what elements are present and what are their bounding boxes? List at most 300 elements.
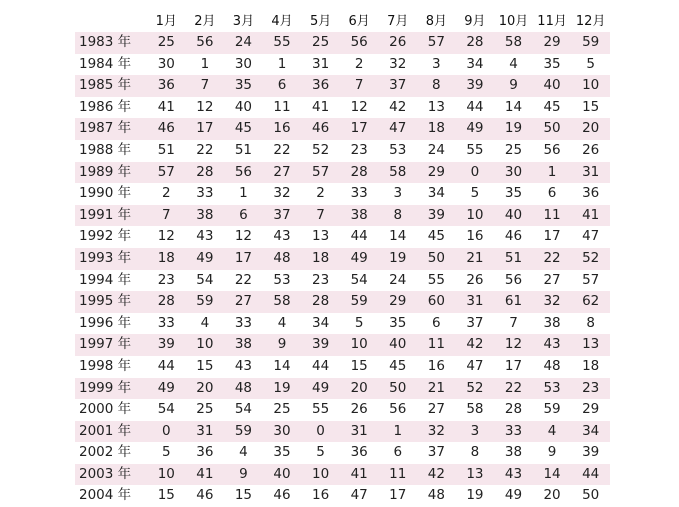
table-cell: 58 [263,291,302,313]
table-cell: 31 [456,291,495,313]
table-cell: 46 [301,118,340,140]
year-label: 1997 年 [75,334,147,356]
table-cell: 50 [571,485,610,507]
table-cell: 36 [147,75,186,97]
table-cell: 41 [147,97,186,119]
table-cell: 15 [186,356,225,378]
table-row [75,442,610,464]
table-cell: 59 [571,32,610,54]
table-cell: 7 [186,75,225,97]
table-cell: 46 [494,226,533,248]
table-cell: 1 [378,421,417,443]
table-cell: 48 [417,485,456,507]
table-cell: 6 [378,442,417,464]
table-cell: 27 [263,162,302,184]
table-cell: 6 [263,75,302,97]
table-cell: 50 [378,378,417,400]
table-cell: 52 [456,378,495,400]
table-cell: 11 [533,205,572,227]
year-label: 1990 年 [75,183,147,205]
table-cell: 49 [340,248,379,270]
table-cell: 38 [340,205,379,227]
year-label: 2003 年 [75,464,147,486]
table-row [75,205,610,227]
table-cell: 18 [417,118,456,140]
table-cell: 7 [340,75,379,97]
table-cell: 14 [263,356,302,378]
table-cell: 31 [340,421,379,443]
table-cell: 3 [456,421,495,443]
table-cell: 56 [494,270,533,292]
table-cell: 19 [494,118,533,140]
table-cell: 33 [494,421,533,443]
table-cell: 16 [417,356,456,378]
table-cell: 17 [533,226,572,248]
table-cell: 17 [494,356,533,378]
table-cell: 2 [147,183,186,205]
table-body [75,32,610,507]
year-label: 1999 年 [75,378,147,400]
table-cell: 18 [147,248,186,270]
table-cell: 41 [340,464,379,486]
year-label: 1993 年 [75,248,147,270]
table-cell: 42 [378,97,417,119]
table-cell: 10 [340,334,379,356]
table-row [75,226,610,248]
table-cell: 35 [263,442,302,464]
table-cell: 8 [378,205,417,227]
table-cell: 54 [186,270,225,292]
table-cell: 21 [417,378,456,400]
table-cell: 22 [186,140,225,162]
month-header: 7月 [387,13,409,29]
table-cell: 28 [456,32,495,54]
table-cell: 4 [224,442,263,464]
table-cell: 28 [301,291,340,313]
table-cell: 15 [224,485,263,507]
table-cell: 47 [378,118,417,140]
table-cell: 35 [378,313,417,335]
year-label: 1992 年 [75,226,147,248]
table-cell: 42 [417,464,456,486]
table-cell: 34 [456,54,495,76]
table-cell: 25 [301,32,340,54]
table-cell: 20 [186,378,225,400]
table-cell: 14 [533,464,572,486]
table-cell: 56 [340,32,379,54]
year-label: 1994 年 [75,270,147,292]
month-header: 1月 [155,13,177,29]
table-cell: 43 [533,334,572,356]
month-header: 4月 [271,13,293,29]
table-cell: 51 [147,140,186,162]
month-header: 8月 [425,13,447,29]
table-cell: 5 [340,313,379,335]
year-label: 1996 年 [75,313,147,335]
table-cell: 44 [340,226,379,248]
table-cell: 44 [147,356,186,378]
table-cell: 21 [456,248,495,270]
table-cell: 61 [494,291,533,313]
table-cell: 17 [340,118,379,140]
table-cell: 39 [147,334,186,356]
table-cell: 33 [147,313,186,335]
table-cell: 52 [571,248,610,270]
table-cell: 10 [456,205,495,227]
table-cell: 32 [263,183,302,205]
table-row [75,399,610,421]
table-cell: 1 [186,54,225,76]
table-cell: 11 [378,464,417,486]
table-cell: 40 [533,75,572,97]
year-label: 2000 年 [75,399,147,421]
table-cell: 40 [494,205,533,227]
table-cell: 27 [533,270,572,292]
table-cell: 20 [571,118,610,140]
table-cell: 31 [571,162,610,184]
table-row [75,248,610,270]
table-cell: 12 [340,97,379,119]
table-cell: 45 [224,118,263,140]
table-cell: 44 [571,464,610,486]
table-cell: 19 [378,248,417,270]
table-row [75,183,610,205]
table-cell: 43 [263,226,302,248]
table-cell: 20 [533,485,572,507]
table-cell: 25 [494,140,533,162]
table-cell: 9 [263,334,302,356]
table-cell: 15 [340,356,379,378]
table-cell: 25 [263,399,302,421]
table-cell: 47 [456,356,495,378]
table-cell: 46 [186,485,225,507]
table-cell: 41 [301,97,340,119]
table-cell: 16 [456,226,495,248]
table-cell: 15 [571,97,610,119]
table-cell: 49 [147,378,186,400]
table-cell: 51 [224,140,263,162]
month-header: 6月 [348,13,370,29]
table-cell: 48 [533,356,572,378]
table-cell: 1 [224,183,263,205]
month-header: 9月 [464,13,486,29]
table-cell: 35 [533,54,572,76]
table-cell: 54 [340,270,379,292]
year-label: 1998 年 [75,356,147,378]
table-cell: 39 [417,205,456,227]
table-row [75,291,610,313]
table-cell: 62 [571,291,610,313]
table-cell: 36 [571,183,610,205]
table-cell: 36 [301,75,340,97]
table-cell: 41 [571,205,610,227]
table-cell: 7 [301,205,340,227]
table-cell: 51 [494,248,533,270]
table-cell: 14 [378,226,417,248]
table-cell: 32 [378,54,417,76]
year-label: 1995 年 [75,291,147,313]
year-label: 1985 年 [75,75,147,97]
table-cell: 26 [571,140,610,162]
table-cell: 59 [186,291,225,313]
table-cell: 10 [571,75,610,97]
table-cell: 13 [456,464,495,486]
table-cell: 22 [263,140,302,162]
table-cell: 55 [417,270,456,292]
table-cell: 11 [417,334,456,356]
table-cell: 6 [533,183,572,205]
year-label: 1991 年 [75,205,147,227]
table-cell: 1 [533,162,572,184]
table-cell: 34 [417,183,456,205]
table-row [75,421,610,443]
table-cell: 29 [533,32,572,54]
table-cell: 28 [186,162,225,184]
table-cell: 18 [571,356,610,378]
table-cell: 28 [340,162,379,184]
table-cell: 39 [301,334,340,356]
table-cell: 19 [263,378,302,400]
table-cell: 56 [533,140,572,162]
table-cell: 9 [224,464,263,486]
table-cell: 57 [571,270,610,292]
table-cell: 24 [378,270,417,292]
monthly-number-table [75,6,610,507]
table-cell: 59 [340,291,379,313]
year-label: 1987 年 [75,118,147,140]
year-label: 1986 年 [75,97,147,119]
table-cell: 2 [301,183,340,205]
table-cell: 39 [456,75,495,97]
header-row [75,6,610,32]
table-row [75,378,610,400]
table-cell: 18 [301,248,340,270]
table-cell: 4 [533,421,572,443]
table-cell: 23 [301,270,340,292]
table-row [75,270,610,292]
table-cell: 58 [494,32,533,54]
table-cell: 57 [417,32,456,54]
table-cell: 23 [147,270,186,292]
table-row [75,97,610,119]
table-cell: 13 [571,334,610,356]
table-cell: 38 [494,442,533,464]
table-cell: 10 [186,334,225,356]
table-cell: 30 [224,54,263,76]
table-cell: 34 [301,313,340,335]
calendar-table-container [75,6,610,507]
table-cell: 4 [263,313,302,335]
table-cell: 36 [340,442,379,464]
table-cell: 35 [494,183,533,205]
table-cell: 45 [417,226,456,248]
table-cell: 6 [417,313,456,335]
table-cell: 29 [417,162,456,184]
table-cell: 42 [456,334,495,356]
table-cell: 22 [494,378,533,400]
table-cell: 7 [147,205,186,227]
table-cell: 40 [224,97,263,119]
table-cell: 5 [301,442,340,464]
table-cell: 49 [186,248,225,270]
table-cell: 60 [417,291,456,313]
year-label: 2002 年 [75,442,147,464]
table-cell: 45 [533,97,572,119]
table-cell: 5 [571,54,610,76]
table-cell: 38 [186,205,225,227]
table-cell: 44 [456,97,495,119]
table-cell: 48 [224,378,263,400]
table-cell: 49 [494,485,533,507]
table-cell: 58 [378,162,417,184]
header-corner [75,6,147,32]
table-cell: 55 [263,32,302,54]
table-cell: 56 [186,32,225,54]
table-cell: 50 [533,118,572,140]
table-cell: 5 [456,183,495,205]
table-cell: 54 [224,399,263,421]
table-cell: 9 [533,442,572,464]
table-cell: 37 [456,313,495,335]
table-cell: 29 [378,291,417,313]
table-cell: 31 [301,54,340,76]
table-row [75,485,610,507]
table-cell: 24 [224,32,263,54]
table-cell: 55 [301,399,340,421]
year-label: 1983 年 [75,32,147,54]
table-cell: 10 [147,464,186,486]
year-label: 1984 年 [75,54,147,76]
table-cell: 34 [571,421,610,443]
table-cell: 53 [533,378,572,400]
table-cell: 57 [147,162,186,184]
table-cell: 53 [263,270,302,292]
table-cell: 48 [263,248,302,270]
table-row [75,313,610,335]
table-cell: 35 [224,75,263,97]
table-cell: 23 [340,140,379,162]
table-cell: 13 [301,226,340,248]
table-row [75,356,610,378]
table-cell: 33 [224,313,263,335]
table-cell: 24 [417,140,456,162]
table-cell: 47 [571,226,610,248]
table-cell: 17 [378,485,417,507]
table-cell: 46 [147,118,186,140]
table-cell: 40 [378,334,417,356]
table-cell: 56 [378,399,417,421]
table-row [75,75,610,97]
table-cell: 2 [340,54,379,76]
year-label: 2004 年 [75,485,147,507]
table-cell: 33 [340,183,379,205]
table-cell: 14 [494,97,533,119]
table-cell: 47 [340,485,379,507]
table-cell: 59 [224,421,263,443]
table-cell: 0 [301,421,340,443]
table-cell: 28 [494,399,533,421]
table-cell: 22 [533,248,572,270]
table-cell: 26 [378,32,417,54]
table-cell: 5 [147,442,186,464]
table-cell: 6 [224,205,263,227]
table-cell: 59 [533,399,572,421]
month-header: 11月 [537,13,567,29]
table-row [75,162,610,184]
table-row [75,118,610,140]
table-cell: 58 [456,399,495,421]
table-cell: 9 [494,75,533,97]
table-cell: 49 [301,378,340,400]
table-cell: 16 [301,485,340,507]
table-cell: 56 [224,162,263,184]
table-cell: 38 [533,313,572,335]
table-cell: 55 [456,140,495,162]
table-row [75,54,610,76]
table-cell: 44 [301,356,340,378]
table-cell: 43 [494,464,533,486]
table-cell: 40 [263,464,302,486]
table-cell: 30 [147,54,186,76]
table-cell: 26 [456,270,495,292]
table-cell: 8 [571,313,610,335]
table-cell: 16 [263,118,302,140]
month-header: 10月 [498,13,529,29]
table-row [75,464,610,486]
table-cell: 17 [186,118,225,140]
table-cell: 33 [186,183,225,205]
month-header: 12月 [575,13,606,29]
table-row [75,32,610,54]
table-cell: 4 [186,313,225,335]
table-cell: 25 [147,32,186,54]
table-cell: 52 [301,140,340,162]
table-cell: 1 [263,54,302,76]
month-header: 3月 [232,13,255,29]
table-cell: 4 [494,54,533,76]
year-label: 1988 年 [75,140,147,162]
table-cell: 37 [417,442,456,464]
table-cell: 46 [263,485,302,507]
table-cell: 32 [533,291,572,313]
table-cell: 27 [224,291,263,313]
table-cell: 26 [340,399,379,421]
table-cell: 13 [417,97,456,119]
table-cell: 37 [378,75,417,97]
month-header: 5月 [309,13,332,29]
table-cell: 41 [186,464,225,486]
table-cell: 53 [378,140,417,162]
table-cell: 10 [301,464,340,486]
table-cell: 49 [456,118,495,140]
table-cell: 29 [571,399,610,421]
table-cell: 38 [224,334,263,356]
table-cell: 17 [224,248,263,270]
month-header: 2月 [194,13,216,29]
table-cell: 57 [301,162,340,184]
table-cell: 11 [263,97,302,119]
table-cell: 12 [494,334,533,356]
table-cell: 8 [456,442,495,464]
table-cell: 19 [456,485,495,507]
table-cell: 0 [147,421,186,443]
table-cell: 50 [417,248,456,270]
table-cell: 23 [571,378,610,400]
year-label: 2001 年 [75,421,147,443]
table-cell: 3 [378,183,417,205]
table-cell: 30 [263,421,302,443]
table-cell: 43 [224,356,263,378]
